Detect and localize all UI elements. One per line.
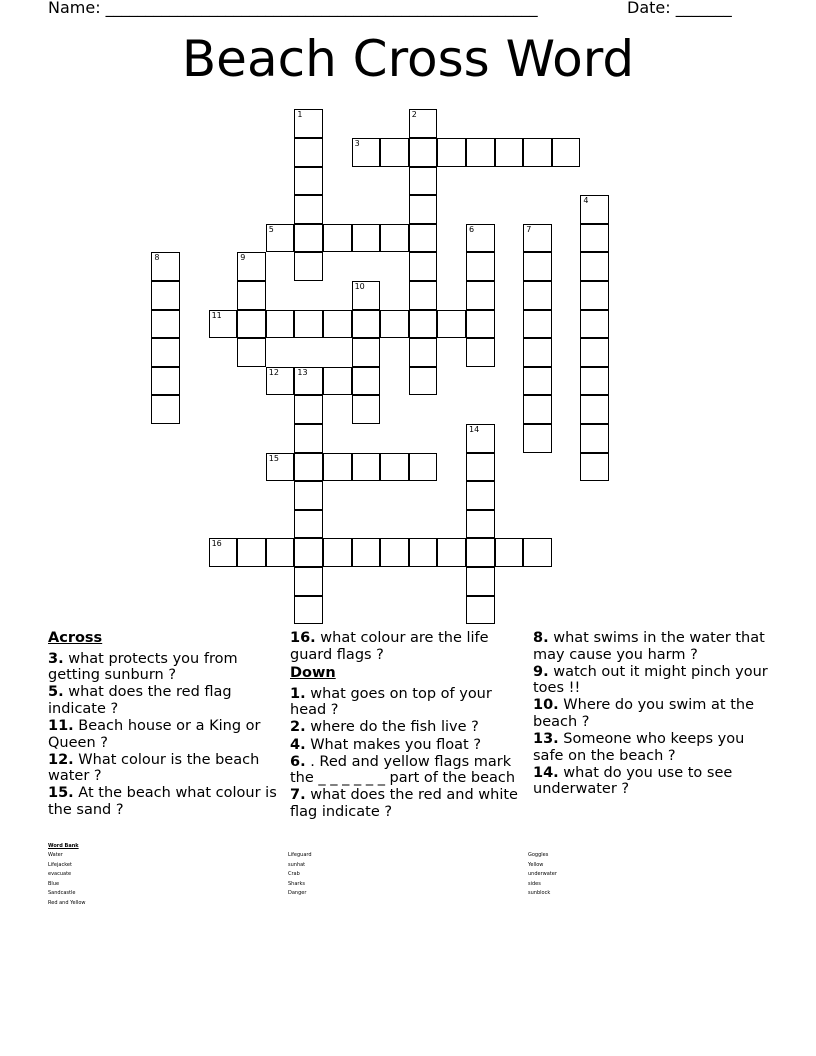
grid-cell[interactable] — [466, 481, 495, 510]
grid-cell[interactable] — [409, 453, 438, 482]
word-bank-item: Sharks — [288, 880, 305, 887]
grid-cell[interactable] — [409, 367, 438, 396]
grid-cell[interactable] — [580, 281, 609, 310]
word-bank-title: Word Bank — [48, 843, 79, 849]
clue-across-11: 11. Beach house or a King or Queen ? — [48, 717, 261, 751]
grid-cell[interactable] — [523, 224, 552, 253]
grid-cell[interactable] — [352, 310, 381, 339]
clue-number: 7 — [526, 224, 532, 234]
grid-cell[interactable] — [294, 167, 323, 196]
grid-cell[interactable] — [466, 310, 495, 339]
grid-cell[interactable] — [466, 281, 495, 310]
clue-down-10: 10. Where do you swim at the beach ? — [533, 697, 755, 730]
clue-number: 8 — [154, 253, 160, 263]
grid-cell[interactable] — [323, 367, 352, 396]
grid-cell[interactable] — [580, 453, 609, 482]
grid-cell[interactable] — [580, 367, 609, 396]
grid-cell[interactable] — [409, 138, 438, 167]
grid-cell[interactable] — [580, 395, 609, 424]
word-bank-item: Danger — [288, 890, 307, 896]
clue-across-3: 3. what protects you from getting sunburn ? — [48, 650, 238, 684]
grid-cell[interactable] — [437, 138, 466, 167]
clue-number: 2 — [411, 110, 417, 120]
word-bank-item: Yellow — [528, 861, 544, 868]
word-bank-item: sunhat — [288, 861, 306, 868]
grid-cell[interactable] — [495, 538, 524, 567]
clue-down-6: 6. . Red and yellow flags mark the _ _ _ _ _ _ part of the beach — [290, 753, 516, 787]
grid-cell[interactable] — [294, 453, 323, 482]
grid-cell[interactable] — [237, 338, 266, 367]
page-title: Beach Cross Word — [181, 30, 635, 88]
clue-down-13: 13. Someone who keeps you safe on the beach ? — [533, 731, 745, 764]
grid-cell[interactable] — [266, 367, 295, 396]
grid-cell[interactable] — [523, 338, 552, 367]
grid-cell[interactable] — [466, 138, 495, 167]
grid-cell[interactable] — [437, 310, 466, 339]
word-bank-item: Red and Yellow — [48, 899, 86, 906]
clue-number: 5 — [268, 224, 274, 234]
grid-cell[interactable] — [380, 310, 409, 339]
grid-cell[interactable] — [266, 538, 295, 567]
grid-cell[interactable] — [352, 338, 381, 367]
grid-cell[interactable] — [323, 224, 352, 253]
grid-cell[interactable] — [294, 424, 323, 453]
grid-cell[interactable] — [466, 224, 495, 253]
grid-cell[interactable] — [237, 538, 266, 567]
grid-cell[interactable] — [409, 224, 438, 253]
grid-cell[interactable] — [552, 138, 581, 167]
grid-cell[interactable] — [580, 252, 609, 281]
grid-cell[interactable] — [294, 510, 323, 539]
grid-cell[interactable] — [466, 567, 495, 596]
grid-cell[interactable] — [294, 481, 323, 510]
word-bank-item: sunblock — [528, 890, 551, 896]
grid-cell[interactable] — [523, 538, 552, 567]
grid-cell[interactable] — [466, 252, 495, 281]
grid-cell[interactable] — [294, 195, 323, 224]
clue-number: 15 — [268, 453, 279, 463]
grid-cell[interactable] — [409, 167, 438, 196]
grid-cell[interactable] — [409, 338, 438, 367]
clue-number: 16 — [211, 539, 222, 549]
clue-down-4: 4. What makes you float ? — [290, 736, 482, 753]
clue-number: 14 — [469, 425, 480, 434]
grid-cell[interactable] — [466, 338, 495, 367]
grid-cell[interactable] — [523, 138, 552, 167]
grid-cell[interactable] — [466, 510, 495, 539]
word-bank-item: Lifeguard — [288, 852, 312, 858]
grid-cell[interactable] — [294, 310, 323, 339]
grid-cell[interactable] — [294, 224, 323, 253]
grid-cell[interactable] — [294, 596, 323, 625]
grid-cell[interactable] — [523, 281, 552, 310]
grid-cell[interactable] — [151, 310, 180, 339]
grid-cell[interactable] — [294, 138, 323, 167]
word-bank-column-1 — [48, 851, 85, 908]
grid-cell[interactable] — [352, 281, 381, 310]
clue-number: 6 — [469, 224, 475, 234]
name-field-line: Name: ______________________________________________________ — [48, 0, 538, 17]
clue-number: 1 — [297, 110, 303, 120]
word-bank-item: Blue — [48, 880, 60, 887]
grid-cell[interactable] — [266, 453, 295, 482]
across-heading: Across — [48, 630, 103, 646]
grid-cell[interactable] — [294, 252, 323, 281]
grid-cell[interactable] — [294, 567, 323, 596]
grid-cell[interactable] — [523, 367, 552, 396]
clue-number: 9 — [240, 253, 246, 263]
clue-number: 13 — [297, 367, 308, 377]
grid-cell[interactable] — [151, 367, 180, 396]
grid-cell[interactable] — [352, 367, 381, 396]
clue-down-7: 7. what does the red and white flag indicate ? — [290, 787, 518, 820]
grid-cell[interactable] — [523, 310, 552, 339]
grid-cell[interactable] — [409, 252, 438, 281]
grid-cell[interactable] — [352, 453, 381, 482]
clues-column-1 — [48, 630, 278, 819]
grid-cell[interactable] — [466, 424, 495, 453]
grid-cell[interactable] — [409, 281, 438, 310]
clue-down-2: 2. where do the fish live ? — [290, 719, 479, 736]
word-bank-item: Crab — [288, 871, 300, 877]
grid-cell[interactable] — [580, 424, 609, 453]
grid-cell[interactable] — [580, 195, 609, 224]
grid-cell[interactable] — [523, 424, 552, 453]
clue-across-15: 15. At the beach what colour is the sand ? — [48, 785, 277, 818]
grid-cell[interactable] — [151, 395, 180, 424]
grid-cell[interactable] — [237, 310, 266, 339]
grid-cell[interactable] — [523, 395, 552, 424]
grid-cell[interactable] — [409, 538, 438, 567]
grid-cell[interactable] — [294, 395, 323, 424]
clue-number: 3 — [354, 139, 360, 148]
word-bank-item: evacuate — [48, 871, 72, 877]
grid-cell[interactable] — [352, 538, 381, 567]
grid-cell[interactable] — [323, 310, 352, 339]
grid-cell[interactable] — [209, 310, 238, 339]
clue-down-8: 8. what swims in the water that may cause you harm ? — [533, 630, 765, 663]
grid-cell[interactable] — [380, 224, 409, 253]
grid-cell[interactable] — [151, 338, 180, 367]
clue-number: 11 — [211, 310, 222, 320]
grid-cell[interactable] — [523, 252, 552, 281]
grid-cell[interactable] — [380, 453, 409, 482]
word-bank-item: Lifejacket — [48, 861, 72, 868]
grid-cell[interactable] — [151, 281, 180, 310]
grid-cell[interactable] — [437, 538, 466, 567]
grid-cell[interactable] — [409, 109, 438, 138]
grid-cell[interactable] — [580, 224, 609, 253]
clue-down-9: 9. watch out it might pinch your toes !! — [533, 663, 768, 697]
grid-cell[interactable] — [409, 195, 438, 224]
grid-cell[interactable] — [580, 310, 609, 339]
grid-cell[interactable] — [495, 138, 524, 167]
grid-cell[interactable] — [380, 538, 409, 567]
word-bank-column-3 — [528, 851, 557, 899]
grid-cell[interactable] — [466, 596, 495, 625]
word-bank-item: Water — [48, 852, 63, 858]
grid-cell[interactable] — [294, 367, 323, 396]
word-bank-item: Goggles — [528, 852, 549, 858]
clues-column-3 — [533, 630, 768, 798]
grid-cell[interactable] — [294, 538, 323, 567]
grid-cell[interactable] — [266, 224, 295, 253]
date-field-line: Date: _______ — [627, 0, 732, 17]
clue-across-16: 16. what colour are the life guard flags ? — [290, 630, 489, 663]
clue-number: 10 — [354, 282, 365, 291]
grid-cell[interactable] — [266, 310, 295, 339]
word-bank-item: Sandcastle — [48, 890, 76, 896]
grid-cell[interactable] — [323, 538, 352, 567]
clue-number: 4 — [583, 196, 589, 206]
grid-cell[interactable] — [151, 252, 180, 281]
grid-cell[interactable] — [352, 395, 381, 424]
grid-cell[interactable] — [237, 252, 266, 281]
clue-number: 12 — [268, 367, 279, 377]
grid-cell[interactable] — [380, 138, 409, 167]
grid-cell[interactable] — [323, 453, 352, 482]
clue-across-12: 12. What colour is the beach water ? — [48, 751, 260, 785]
clue-down-1: 1. what goes on top of your head ? — [290, 685, 492, 719]
word-bank-item: sides — [528, 880, 541, 887]
grid-cell[interactable] — [466, 453, 495, 482]
grid-cell[interactable] — [580, 338, 609, 367]
word-bank-item: underwater — [528, 871, 557, 877]
grid-cell[interactable] — [209, 538, 238, 567]
clues-column-2 — [290, 630, 525, 821]
grid-cell[interactable] — [352, 138, 381, 167]
clue-down-14: 14. what do you use to see underwater ? — [533, 764, 733, 798]
clue-across-5: 5. what does the red flag indicate ? — [48, 684, 232, 717]
grid-cell[interactable] — [409, 310, 438, 339]
grid-cell[interactable] — [352, 224, 381, 253]
grid-cell[interactable] — [237, 281, 266, 310]
word-bank-column-2 — [288, 851, 312, 899]
down-heading: Down — [290, 665, 336, 682]
grid-cell[interactable] — [294, 109, 323, 138]
grid-cell[interactable] — [466, 538, 495, 567]
